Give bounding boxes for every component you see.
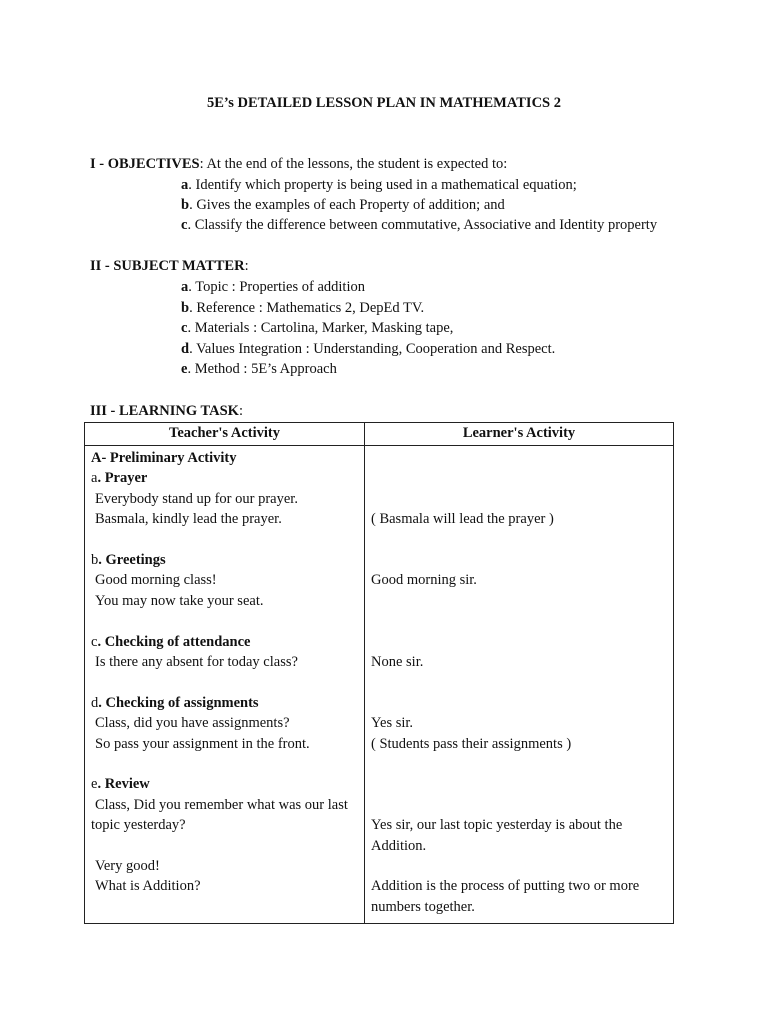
page-title: 5E’s DETAILED LESSON PLAN IN MATHEMATICS 2 xyxy=(207,95,561,111)
table-row xyxy=(85,446,674,924)
learner-line: Good morning sir. xyxy=(371,572,477,589)
subject-item-materials xyxy=(181,318,453,338)
learner-line: Yes sir. xyxy=(371,715,414,732)
preliminary-heading: A- Preliminary Activity xyxy=(91,450,237,466)
learner-activity-header: Learner's Activity xyxy=(365,423,674,446)
objective-text: . Classify the difference between commutative, Associative and Identity property xyxy=(187,217,658,233)
learner-line: numbers together. xyxy=(371,898,475,915)
subject-matter-heading: II - SUBJECT MATTER xyxy=(90,258,245,274)
review-heading xyxy=(91,774,358,794)
subject-text: . Reference : Mathematics 2, DepEd TV. xyxy=(189,300,425,316)
objective-text: . Identify which property is being used in a mathematical equation; xyxy=(188,177,577,193)
objective-letter: a xyxy=(181,177,189,193)
learner-activity-cell xyxy=(365,446,674,924)
subject-text: . Materials : Cartolina, Marker, Masking tape, xyxy=(187,320,454,336)
teacher-line: Is there any absent for today class? xyxy=(95,654,298,671)
item-label: . Greetings xyxy=(98,552,166,569)
subject-item-reference xyxy=(181,298,424,318)
subject-letter: e xyxy=(181,361,188,377)
subject-item-values xyxy=(181,339,555,359)
teacher-line: Very good! xyxy=(95,858,160,875)
learner-line: Yes sir, our last topic yesterday is about the xyxy=(371,817,623,834)
subject-text: . Values Integration : Understanding, Cooperation and Respect. xyxy=(189,341,556,357)
activity-table xyxy=(84,422,674,924)
subject-text: . Method : 5E’s Approach xyxy=(187,361,337,377)
subject-text: . Topic : Properties of addition xyxy=(188,279,365,295)
subject-matter-section xyxy=(90,256,249,276)
learner-line: ( Students pass their assignments ) xyxy=(371,735,572,752)
learner-line: Addition. xyxy=(371,837,427,854)
objective-b xyxy=(181,195,505,215)
objective-c xyxy=(181,215,657,235)
teacher-line: Class, did you have assignments? xyxy=(95,715,290,732)
item-letter: a xyxy=(91,470,98,487)
item-label: . Checking of assignments xyxy=(98,694,259,711)
subject-item-method xyxy=(181,359,337,379)
learner-line: Addition is the process of putting two or more xyxy=(371,878,640,895)
objective-a xyxy=(181,175,577,195)
objectives-intro: : At the end of the lessons, the student is expected to: xyxy=(199,156,508,172)
subject-letter: d xyxy=(181,341,190,357)
teacher-line: Good morning class! xyxy=(95,572,217,589)
objective-letter: b xyxy=(181,197,190,213)
subject-item-topic xyxy=(181,277,365,297)
subject-letter: b xyxy=(181,300,190,316)
prayer-heading xyxy=(91,468,358,488)
greetings-heading xyxy=(91,550,358,570)
learner-line: None sir. xyxy=(371,653,424,670)
item-letter: e xyxy=(91,776,98,793)
attendance-heading xyxy=(91,632,358,652)
item-label: . Prayer xyxy=(97,470,148,487)
learning-task-heading: III - LEARNING TASK xyxy=(90,403,239,419)
item-letter: c xyxy=(91,633,98,650)
assignments-heading xyxy=(91,693,358,713)
teacher-activity-header: Teacher's Activity xyxy=(85,423,365,446)
table-header-row xyxy=(85,423,674,446)
item-label: . Checking of attendance xyxy=(97,633,251,650)
teacher-line: What is Addition? xyxy=(95,878,201,895)
teacher-line: Everybody stand up for our prayer. xyxy=(95,490,298,507)
learning-task-section xyxy=(90,401,243,421)
colon: : xyxy=(238,403,243,419)
colon: : xyxy=(244,258,249,274)
subject-letter: a xyxy=(181,279,189,295)
objectives-section xyxy=(90,154,507,174)
teacher-line: So pass your assignment in the front. xyxy=(95,735,310,752)
teacher-line: Basmala, kindly lead the prayer. xyxy=(95,511,282,528)
teacher-activity-cell xyxy=(85,446,365,924)
learner-line: ( Basmala will lead the prayer ) xyxy=(371,511,554,528)
item-letter: b xyxy=(91,552,99,569)
objectives-heading: I - OBJECTIVES xyxy=(90,156,200,172)
item-letter: d xyxy=(91,694,99,711)
teacher-line: topic yesterday? xyxy=(91,817,186,834)
item-label: . Review xyxy=(97,776,150,793)
teacher-line: You may now take your seat. xyxy=(95,592,264,609)
teacher-line: Class, Did you remember what was our last xyxy=(95,796,348,813)
subject-letter: c xyxy=(181,320,188,336)
objective-letter: c xyxy=(181,217,188,233)
objective-text: . Gives the examples of each Property of addition; and xyxy=(189,197,505,213)
